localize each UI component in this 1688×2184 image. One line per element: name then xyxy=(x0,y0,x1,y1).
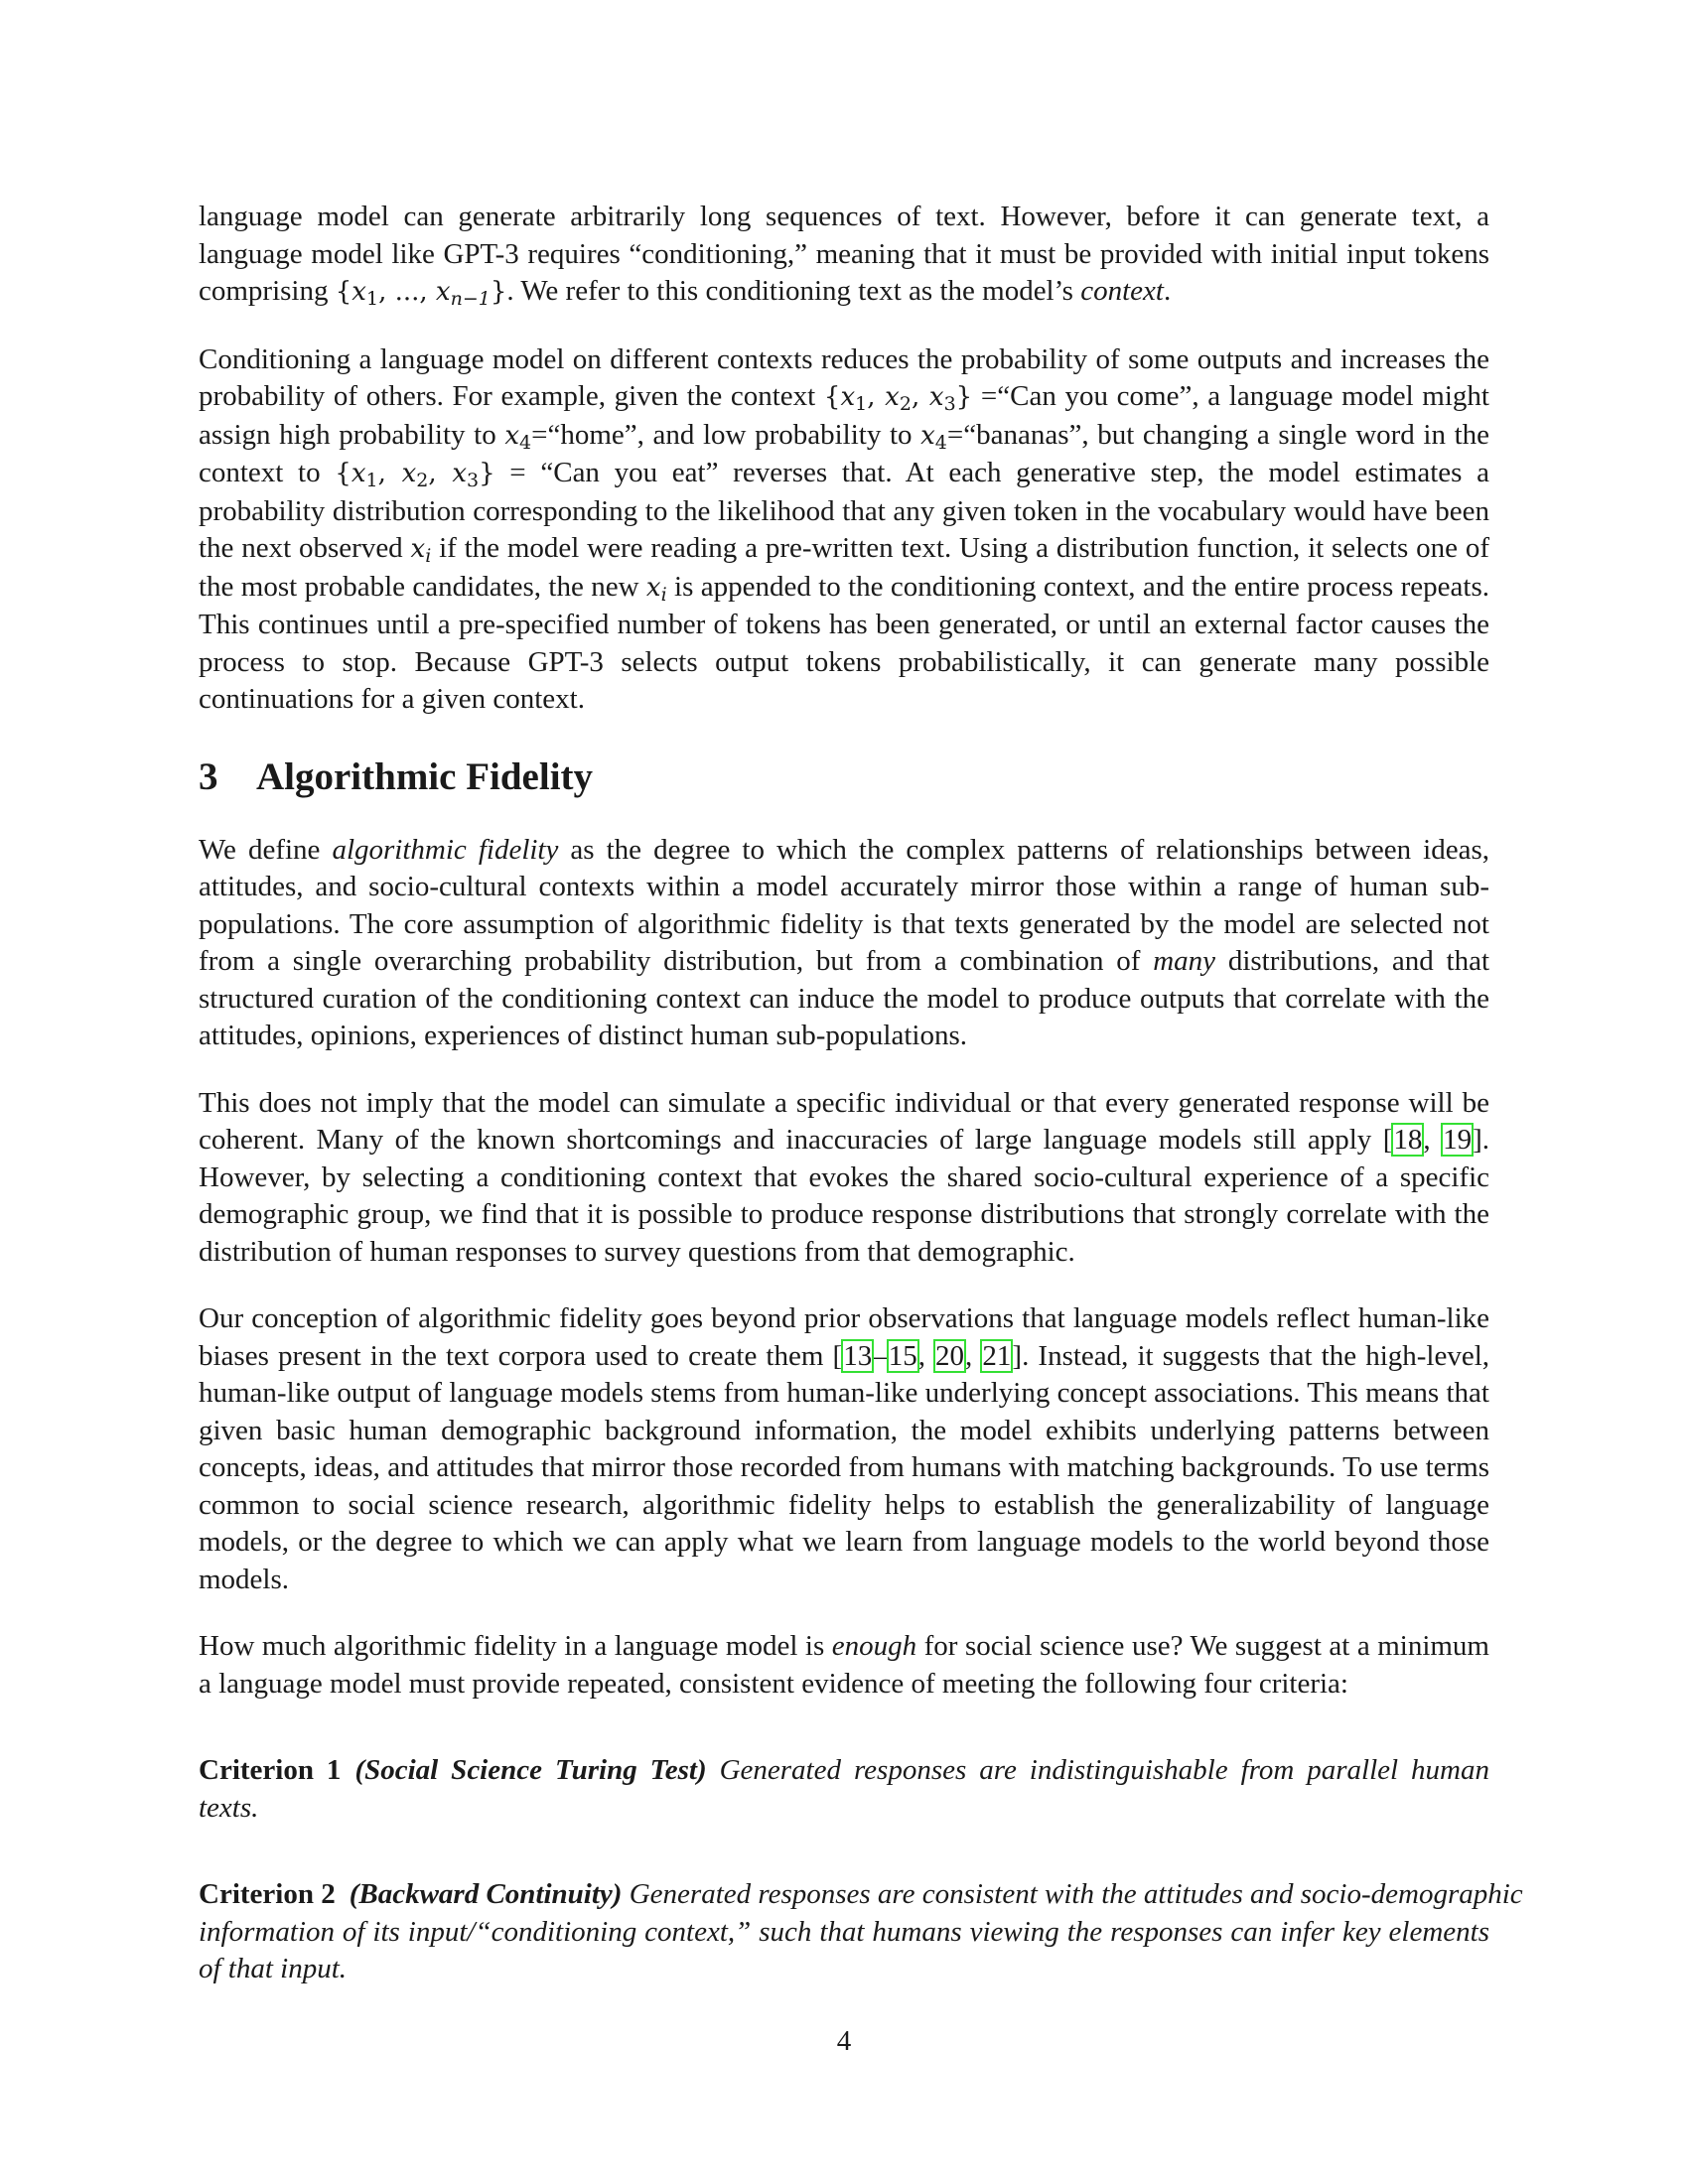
citation-link[interactable]: 15 xyxy=(888,1339,917,1372)
emphasis-many: many xyxy=(1153,945,1216,977)
emphasis-term: algorithmic fidelity xyxy=(332,833,559,866)
citation-link[interactable]: 19 xyxy=(1443,1124,1473,1156)
text: How much algorithmic fidelity in a language model is xyxy=(199,1630,832,1662)
page-number: 4 xyxy=(836,2025,852,2057)
section-title: Algorithmic Fidelity xyxy=(256,754,594,798)
text: =“home”, and low probability to xyxy=(531,418,921,451)
text: is appended to the conditioning context, and the entire process repeats. This continues until a pre-specified number of tokens has been generated, or until an external factor causes the process to stop. Because GPT-3 selects output tokens probabilistically, it can generate many possible continuations for a given context. xyxy=(199,570,1489,715)
text: ]. However, by selecting a conditioning context that evokes the shared socio-cultural experience of a specific demographic group, we find that it is possible to produce response distributions that strongly correlate with the distribution of human responses to survey questions from that demographic. xyxy=(199,1124,1489,1268)
text: as the degree to which the complex patterns of relationships between ideas, attitudes, and socio-cultural contexts within a model accurately mirror those within a range of human sub-populations. The core assumption of algorithmic fidelity is that texts generated by the model are selected not from a single overarching probability distribution, but from a combination of xyxy=(199,833,1490,977)
criterion-body: Generated responses are indistinguishable from parallel human texts. xyxy=(199,1754,1489,1824)
emphasis-context: context xyxy=(1080,275,1164,307)
paragraph-conception xyxy=(199,1300,1489,1598)
text: language model can generate arbitrarily long sequences of text. However, before it can generate text, a language model like GPT-3 requires “conditioning,” meaning that it must be provided with initial input tokens comprising xyxy=(199,201,1489,307)
text: . xyxy=(1163,275,1172,307)
text: – xyxy=(873,1339,888,1372)
paragraph-limitations xyxy=(199,1085,1489,1272)
text: distributions, and that structured curation of the conditioning context can induce the model to produce outputs that correlate with the attitudes, opinions, experiences of distinct human sub-populations. xyxy=(199,945,1489,1051)
text: Our conception of algorithmic fidelity goes beyond prior observations that language models reflect human-like biases present in the text corpora used to create them [ xyxy=(199,1302,1489,1372)
criterion-name: (Backward Continuity) xyxy=(349,1878,623,1910)
criterion-body-continued: information of its input/“conditioning context,” such that humans viewing the responses can infer key elements of that input. xyxy=(199,1915,1489,1984)
paragraph-contexts xyxy=(199,341,1489,719)
math-x4: $x_4$ xyxy=(504,420,532,454)
text: =“bananas”, but changing a single word in the context to xyxy=(199,418,1490,488)
text: , xyxy=(1423,1124,1443,1156)
criterion-name: (Social Science Turing Test) xyxy=(354,1754,707,1786)
text: Conditioning a language model on different contexts reduces the probability of some outputs and increases the probability of others. For example, given the context xyxy=(199,342,1489,412)
citation-link[interactable]: 20 xyxy=(935,1339,965,1372)
paragraph-definition xyxy=(199,832,1489,1055)
text: ]. Instead, it suggests that the high-level, human-like output of language models stems from human-like underlying concept associations. This means that given basic human demographic background information, the model exhibits underlying patterns between concepts, ideas, and attitudes that mirror those recorded from humans with matching backgrounds. To use terms common to social science research, algorithmic fidelity helps to establish the generalizability of language models, or the degree to which we can apply what we learn from language models to the world beyond those models. xyxy=(199,1339,1490,1595)
text: if the model were reading a pre-written text. Using a distribution function, it selects one of the most probable candidates, the new xyxy=(199,532,1489,603)
math-token-set: {$x_1$, ..., $x_{n-1}$} xyxy=(335,277,507,310)
criterion-label: Criterion 1 xyxy=(199,1754,342,1786)
text: We define xyxy=(199,833,333,866)
citation-link[interactable]: 18 xyxy=(1393,1124,1423,1156)
math-xi: $x_i$ xyxy=(410,534,432,567)
math-xi: $x_i$ xyxy=(645,572,667,606)
criterion-1 xyxy=(199,1752,1489,1827)
paragraph-conditioning xyxy=(199,199,1489,312)
text: This does not imply that the model can simulate a specific individual or that every generated response will be coherent. Many of the known shortcomings and inaccuracies of large language models still apply [ xyxy=(199,1086,1489,1156)
emphasis-enough: enough xyxy=(831,1630,917,1662)
text: , xyxy=(917,1339,935,1372)
paragraph-enough xyxy=(199,1628,1489,1703)
text: =“Can you come”, a language model might assign high probability to xyxy=(199,380,1489,451)
math-context-set: {$x_1$, $x_2$, $x_3$} xyxy=(823,382,973,415)
criterion-label: Criterion 2 xyxy=(199,1878,336,1910)
text: . We refer to this conditioning text as the model’s xyxy=(506,275,1081,307)
citation-link[interactable]: 13 xyxy=(843,1339,873,1372)
section-heading xyxy=(199,754,1489,800)
text: = “Can you eat” reverses that. At each generative step, the model estimates a probability distribution corresponding to the likelihood that any given token in the vocabulary would have been the next observed xyxy=(199,457,1490,564)
text: , xyxy=(965,1339,982,1372)
criterion-2 xyxy=(199,1876,1567,1988)
section-number: 3 xyxy=(199,754,218,798)
text: for social science use? We suggest at a minimum a language model must provide repeated, consistent evidence of meeting the following four criteria: xyxy=(199,1630,1489,1700)
citation-link[interactable]: 21 xyxy=(982,1339,1012,1372)
math-context-set: {$x_1$, $x_2$, $x_3$} xyxy=(335,459,495,491)
criterion-body: Generated responses are consistent with the attitudes and socio-demographic xyxy=(622,1878,1523,1910)
page-body xyxy=(199,199,1523,1988)
math-x4: $x_4$ xyxy=(920,420,947,454)
